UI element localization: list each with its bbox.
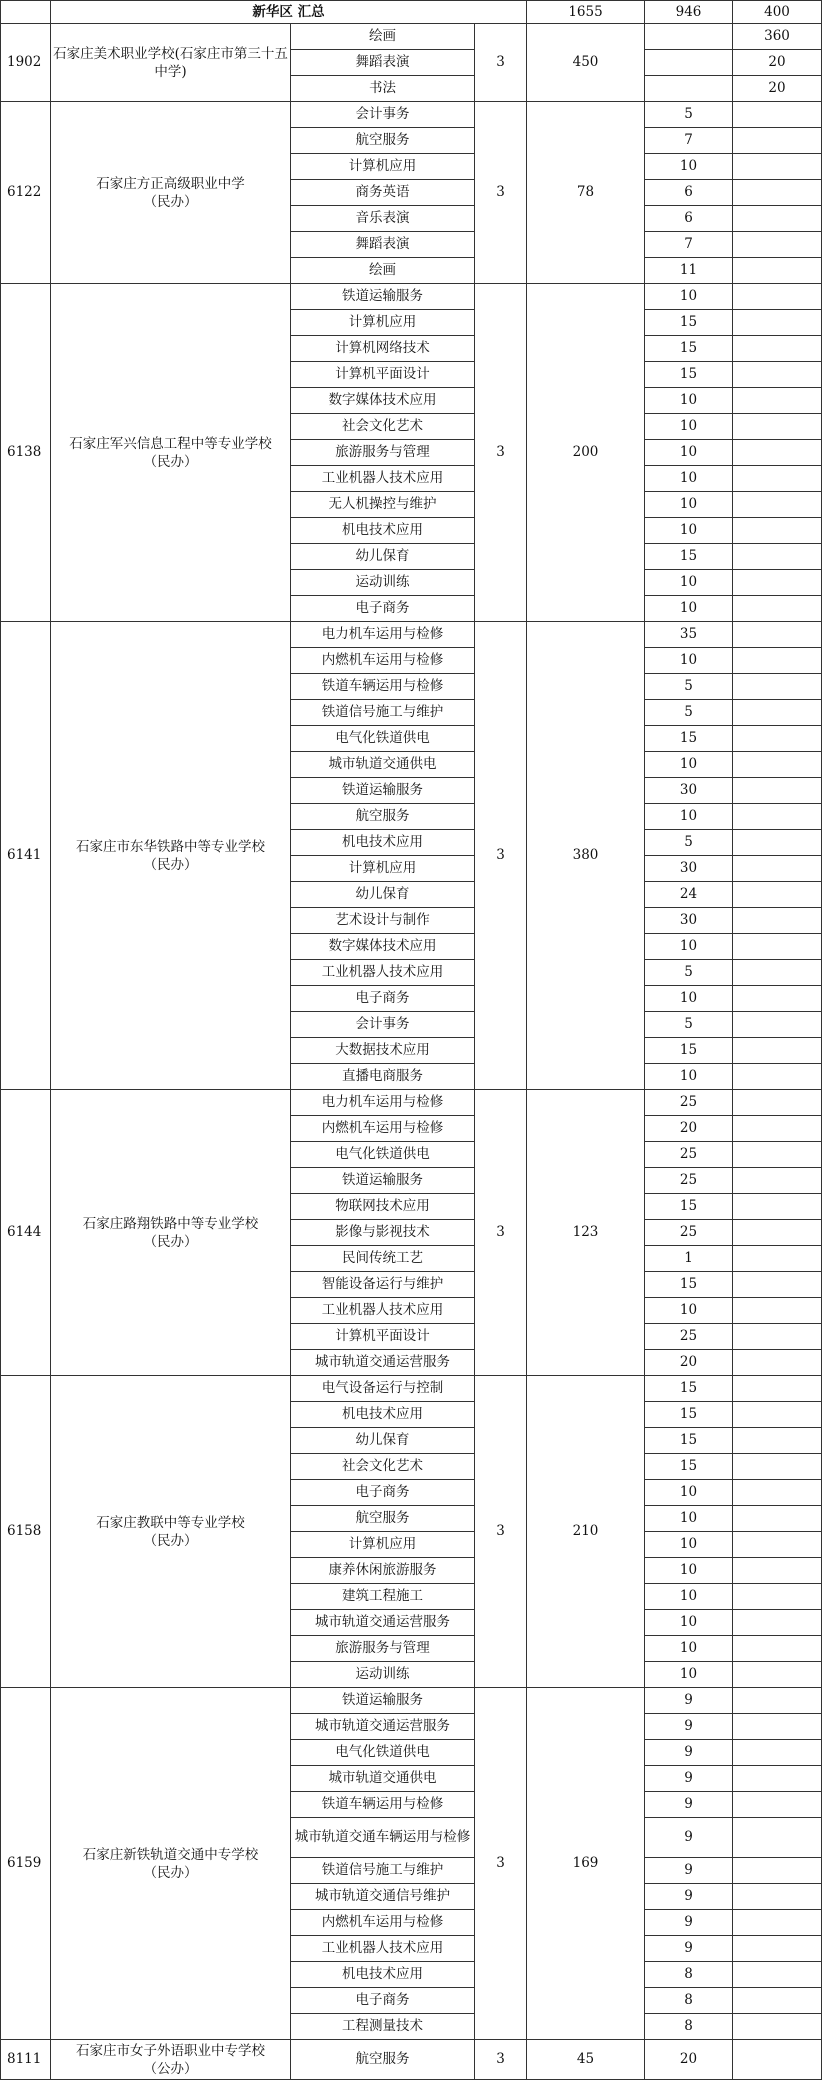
major-name: 音乐表演: [291, 206, 475, 232]
major-count-a: 9: [645, 1792, 733, 1818]
major-name: 电子商务: [291, 986, 475, 1012]
major-name: 城市轨道交通运营服务: [291, 1350, 475, 1376]
major-count-b: [733, 1428, 822, 1454]
school-years: 3: [475, 284, 527, 622]
major-count-b: [733, 622, 822, 648]
major-name: 机电技术应用: [291, 518, 475, 544]
major-name: 计算机平面设计: [291, 362, 475, 388]
school-code: 6158: [1, 1376, 51, 1688]
major-count-a: 15: [645, 336, 733, 362]
major-count-b: [733, 1910, 822, 1936]
school-total: 78: [527, 102, 645, 284]
major-count-b: [733, 1038, 822, 1064]
major-name: 内燃机车运用与检修: [291, 1910, 475, 1936]
major-count-b: [733, 700, 822, 726]
major-name: 航空服务: [291, 1506, 475, 1532]
district-col-a: 946: [645, 1, 733, 24]
major-count-a: 9: [645, 1910, 733, 1936]
major-count-a: 10: [645, 1480, 733, 1506]
major-name: 舞蹈表演: [291, 50, 475, 76]
table-row: [1, 1376, 822, 1402]
major-count-a: 10: [645, 492, 733, 518]
major-count-b: [733, 1064, 822, 1090]
major-name: 工业机器人技术应用: [291, 466, 475, 492]
major-name: 电子商务: [291, 596, 475, 622]
major-count-a: [645, 76, 733, 102]
school-years: 3: [475, 102, 527, 284]
major-name: 幼儿保育: [291, 1428, 475, 1454]
major-count-b: [733, 1740, 822, 1766]
major-name: 城市轨道交通车辆运用与检修: [291, 1818, 475, 1858]
table-row: [1, 102, 822, 128]
major-count-a: 9: [645, 1858, 733, 1884]
major-count-a: 10: [645, 934, 733, 960]
table-row: [1, 1090, 822, 1116]
major-name: 电力机车运用与检修: [291, 1090, 475, 1116]
major-count-a: 15: [645, 1402, 733, 1428]
major-count-a: 8: [645, 1988, 733, 2014]
major-count-b: [733, 544, 822, 570]
major-count-b: [733, 1884, 822, 1910]
major-count-b: [733, 1558, 822, 1584]
major-name: 工业机器人技术应用: [291, 1936, 475, 1962]
major-name: 机电技术应用: [291, 1402, 475, 1428]
school-years: 3: [475, 1376, 527, 1688]
major-count-a: 10: [645, 1662, 733, 1688]
major-count-b: [733, 1272, 822, 1298]
major-name: 数字媒体技术应用: [291, 934, 475, 960]
school-code: 6122: [1, 102, 51, 284]
major-name: 铁道信号施工与维护: [291, 1858, 475, 1884]
major-count-a: 15: [645, 1272, 733, 1298]
major-name: 影像与影视技术: [291, 1220, 475, 1246]
major-name: 铁道运输服务: [291, 284, 475, 310]
major-count-b: [733, 1350, 822, 1376]
major-count-a: 10: [645, 596, 733, 622]
major-count-a: 15: [645, 1038, 733, 1064]
major-count-b: [733, 1246, 822, 1272]
major-count-b: [733, 960, 822, 986]
major-name: 社会文化艺术: [291, 1454, 475, 1480]
major-name: 艺术设计与制作: [291, 908, 475, 934]
major-name: 计算机应用: [291, 310, 475, 336]
major-count-a: 5: [645, 830, 733, 856]
major-name: 城市轨道交通运营服务: [291, 1610, 475, 1636]
major-count-b: [733, 1376, 822, 1402]
major-count-a: 9: [645, 1818, 733, 1858]
major-name: 计算机平面设计: [291, 1324, 475, 1350]
major-name: 建筑工程施工: [291, 1584, 475, 1610]
major-count-b: [733, 466, 822, 492]
major-name: 电子商务: [291, 1480, 475, 1506]
major-name: 社会文化艺术: [291, 414, 475, 440]
major-count-b: [733, 726, 822, 752]
major-count-a: 30: [645, 856, 733, 882]
table-row: [1, 24, 822, 50]
major-count-b: [733, 258, 822, 284]
major-count-a: 10: [645, 1610, 733, 1636]
major-count-b: [733, 1584, 822, 1610]
major-count-a: 9: [645, 1936, 733, 1962]
school-code: 6141: [1, 622, 51, 1090]
major-count-a: 5: [645, 102, 733, 128]
major-name: 物联网技术应用: [291, 1194, 475, 1220]
major-count-b: [733, 284, 822, 310]
major-count-a: 5: [645, 674, 733, 700]
major-count-b: [733, 1220, 822, 1246]
major-name: 商务英语: [291, 180, 475, 206]
major-name: 航空服务: [291, 2040, 475, 2080]
major-name: 计算机应用: [291, 856, 475, 882]
major-name: 舞蹈表演: [291, 232, 475, 258]
major-name: 城市轨道交通供电: [291, 752, 475, 778]
school-name: 石家庄美术职业学校(石家庄市第三十五中学): [51, 24, 291, 102]
major-count-b: [733, 1714, 822, 1740]
major-count-a: 24: [645, 882, 733, 908]
major-count-b: [733, 882, 822, 908]
major-count-a: 15: [645, 726, 733, 752]
major-count-a: 10: [645, 1584, 733, 1610]
major-count-a: 15: [645, 1428, 733, 1454]
major-count-b: 360: [733, 24, 822, 50]
major-count-b: [733, 648, 822, 674]
major-count-b: [733, 128, 822, 154]
school-years: 3: [475, 1688, 527, 2040]
major-name: 城市轨道交通信号维护: [291, 1884, 475, 1910]
major-name: 无人机操控与维护: [291, 492, 475, 518]
major-count-a: 10: [645, 570, 733, 596]
major-count-b: [733, 674, 822, 700]
school-total: 210: [527, 1376, 645, 1688]
school-code: 1902: [1, 24, 51, 102]
major-name: 电气设备运行与控制: [291, 1376, 475, 1402]
major-name: 城市轨道交通供电: [291, 1766, 475, 1792]
major-name: 铁道车辆运用与检修: [291, 1792, 475, 1818]
major-count-b: [733, 310, 822, 336]
major-count-a: 15: [645, 362, 733, 388]
major-count-a: 10: [645, 466, 733, 492]
major-count-a: 9: [645, 1740, 733, 1766]
major-name: 康养休闲旅游服务: [291, 1558, 475, 1584]
school-total: 45: [527, 2040, 645, 2080]
major-count-b: [733, 336, 822, 362]
major-count-a: 25: [645, 1168, 733, 1194]
major-count-b: [733, 1480, 822, 1506]
table-body: [1, 1, 822, 2080]
school-years: 3: [475, 24, 527, 102]
major-count-a: 25: [645, 1324, 733, 1350]
major-count-b: [733, 1688, 822, 1714]
major-count-b: [733, 1402, 822, 1428]
major-name: 会计事务: [291, 1012, 475, 1038]
major-count-b: [733, 1818, 822, 1858]
major-count-b: [733, 492, 822, 518]
school-years: 3: [475, 622, 527, 1090]
major-count-b: 20: [733, 76, 822, 102]
major-count-a: 10: [645, 1298, 733, 1324]
major-name: 会计事务: [291, 102, 475, 128]
school-name: 石家庄新铁轨道交通中专学校 （民办）: [51, 1688, 291, 2040]
major-count-a: 15: [645, 310, 733, 336]
major-name: 航空服务: [291, 128, 475, 154]
major-count-a: 10: [645, 804, 733, 830]
major-count-b: [733, 180, 822, 206]
major-count-a: 8: [645, 1962, 733, 1988]
school-total: 169: [527, 1688, 645, 2040]
major-count-a: 8: [645, 2014, 733, 2040]
major-count-a: [645, 24, 733, 50]
school-code: 6144: [1, 1090, 51, 1376]
school-name: 石家庄方正高级职业中学 （民办）: [51, 102, 291, 284]
major-name: 铁道运输服务: [291, 1688, 475, 1714]
major-name: 运动训练: [291, 570, 475, 596]
major-count-b: [733, 778, 822, 804]
major-count-b: [733, 1988, 822, 2014]
major-name: 直播电商服务: [291, 1064, 475, 1090]
major-name: 工业机器人技术应用: [291, 1298, 475, 1324]
major-name: 电子商务: [291, 1988, 475, 2014]
major-count-a: 10: [645, 518, 733, 544]
major-count-b: [733, 206, 822, 232]
major-count-a: 10: [645, 414, 733, 440]
major-name: 民间传统工艺: [291, 1246, 475, 1272]
major-count-a: 9: [645, 1884, 733, 1910]
school-name: 石家庄军兴信息工程中等专业学校 （民办）: [51, 284, 291, 622]
major-count-b: [733, 154, 822, 180]
major-count-b: [733, 1532, 822, 1558]
major-count-a: 10: [645, 986, 733, 1012]
major-count-a: 5: [645, 700, 733, 726]
table-row: [1, 622, 822, 648]
table-row: [1, 284, 822, 310]
major-count-a: 11: [645, 258, 733, 284]
major-count-b: 20: [733, 50, 822, 76]
major-count-b: [733, 440, 822, 466]
major-count-b: [733, 388, 822, 414]
school-name: 石家庄市东华铁路中等专业学校 （民办）: [51, 622, 291, 1090]
major-count-a: 25: [645, 1142, 733, 1168]
school-name: 石家庄教联中等专业学校 （民办）: [51, 1376, 291, 1688]
major-count-a: 20: [645, 2040, 733, 2080]
district-col-b: 400: [733, 1, 822, 24]
major-name: 绘画: [291, 258, 475, 284]
major-count-a: 10: [645, 1532, 733, 1558]
major-count-a: 10: [645, 1506, 733, 1532]
major-count-a: 15: [645, 1454, 733, 1480]
school-total: 380: [527, 622, 645, 1090]
major-count-b: [733, 1142, 822, 1168]
major-name: 计算机应用: [291, 1532, 475, 1558]
major-count-b: [733, 752, 822, 778]
major-count-a: 6: [645, 206, 733, 232]
major-count-a: 10: [645, 752, 733, 778]
major-count-a: 10: [645, 648, 733, 674]
school-years: 3: [475, 2040, 527, 2080]
major-count-a: 1: [645, 1246, 733, 1272]
major-count-a: 20: [645, 1350, 733, 1376]
major-count-b: [733, 1936, 822, 1962]
major-count-a: 7: [645, 232, 733, 258]
major-name: 工程测量技术: [291, 2014, 475, 2040]
major-name: 大数据技术应用: [291, 1038, 475, 1064]
major-count-a: 10: [645, 154, 733, 180]
major-name: 幼儿保育: [291, 882, 475, 908]
table-row: [1, 1688, 822, 1714]
major-name: 航空服务: [291, 804, 475, 830]
school-years: 3: [475, 1090, 527, 1376]
major-count-b: [733, 1168, 822, 1194]
major-count-a: 9: [645, 1714, 733, 1740]
major-name: 电气化铁道供电: [291, 1142, 475, 1168]
major-count-b: [733, 362, 822, 388]
major-count-a: 10: [645, 1636, 733, 1662]
major-count-b: [733, 1194, 822, 1220]
major-count-b: [733, 1116, 822, 1142]
major-name: 铁道车辆运用与检修: [291, 674, 475, 700]
major-count-b: [733, 1766, 822, 1792]
major-count-b: [733, 232, 822, 258]
major-count-b: [733, 1324, 822, 1350]
table-row: [1, 2040, 822, 2080]
major-count-a: 10: [645, 1558, 733, 1584]
major-count-b: [733, 1662, 822, 1688]
major-count-b: [733, 908, 822, 934]
major-count-a: 10: [645, 284, 733, 310]
major-count-b: [733, 1454, 822, 1480]
major-name: 电气化铁道供电: [291, 1740, 475, 1766]
major-name: 智能设备运行与维护: [291, 1272, 475, 1298]
major-count-a: 15: [645, 1194, 733, 1220]
major-count-a: 25: [645, 1090, 733, 1116]
major-name: 书法: [291, 76, 475, 102]
major-count-b: [733, 1610, 822, 1636]
major-count-b: [733, 596, 822, 622]
major-count-a: 20: [645, 1116, 733, 1142]
major-name: 机电技术应用: [291, 830, 475, 856]
major-count-a: 10: [645, 388, 733, 414]
major-count-a: 10: [645, 1064, 733, 1090]
major-count-a: 7: [645, 128, 733, 154]
major-count-b: [733, 1298, 822, 1324]
major-name: 计算机应用: [291, 154, 475, 180]
major-count-a: 30: [645, 908, 733, 934]
major-count-b: [733, 2040, 822, 2080]
major-name: 计算机网络技术: [291, 336, 475, 362]
major-name: 数字媒体技术应用: [291, 388, 475, 414]
major-name: 工业机器人技术应用: [291, 960, 475, 986]
major-count-b: [733, 570, 822, 596]
major-count-b: [733, 518, 822, 544]
school-name: 石家庄路翔铁路中等专业学校 （民办）: [51, 1090, 291, 1376]
major-count-b: [733, 1962, 822, 1988]
major-name: 旅游服务与管理: [291, 440, 475, 466]
district-summary-row: [1, 1, 822, 24]
major-count-b: [733, 1636, 822, 1662]
major-count-b: [733, 856, 822, 882]
major-name: 绘画: [291, 24, 475, 50]
major-count-a: 30: [645, 778, 733, 804]
major-name: 铁道运输服务: [291, 1168, 475, 1194]
school-code: 6138: [1, 284, 51, 622]
major-count-b: [733, 1506, 822, 1532]
school-name: 石家庄市女子外语职业中专学校 （公办）: [51, 2040, 291, 2080]
major-count-b: [733, 2014, 822, 2040]
summary-code-cell: [1, 1, 51, 24]
school-total: 450: [527, 24, 645, 102]
district-total-plan: 1655: [527, 1, 645, 24]
major-count-a: [645, 50, 733, 76]
major-count-a: 5: [645, 1012, 733, 1038]
major-count-a: 15: [645, 544, 733, 570]
major-count-a: 10: [645, 440, 733, 466]
major-name: 铁道运输服务: [291, 778, 475, 804]
major-name: 机电技术应用: [291, 1962, 475, 1988]
major-count-b: [733, 804, 822, 830]
major-count-a: 9: [645, 1766, 733, 1792]
major-count-b: [733, 414, 822, 440]
major-count-b: [733, 934, 822, 960]
major-count-a: 6: [645, 180, 733, 206]
major-name: 内燃机车运用与检修: [291, 648, 475, 674]
major-name: 幼儿保育: [291, 544, 475, 570]
district-title: 新华区 汇总: [51, 1, 527, 24]
major-name: 铁道信号施工与维护: [291, 700, 475, 726]
major-name: 城市轨道交通运营服务: [291, 1714, 475, 1740]
major-name: 电气化铁道供电: [291, 726, 475, 752]
school-total: 200: [527, 284, 645, 622]
major-count-b: [733, 1012, 822, 1038]
major-count-b: [733, 830, 822, 856]
major-name: 内燃机车运用与检修: [291, 1116, 475, 1142]
major-count-a: 15: [645, 1376, 733, 1402]
school-total: 123: [527, 1090, 645, 1376]
major-name: 电力机车运用与检修: [291, 622, 475, 648]
major-count-b: [733, 1090, 822, 1116]
major-name: 旅游服务与管理: [291, 1636, 475, 1662]
major-count-b: [733, 102, 822, 128]
major-count-b: [733, 1792, 822, 1818]
major-count-a: 9: [645, 1688, 733, 1714]
major-count-b: [733, 986, 822, 1012]
major-count-a: 25: [645, 1220, 733, 1246]
major-count-b: [733, 1858, 822, 1884]
major-count-a: 35: [645, 622, 733, 648]
major-name: 运动训练: [291, 1662, 475, 1688]
school-code: 8111: [1, 2040, 51, 2080]
school-code: 6159: [1, 1688, 51, 2040]
major-count-a: 5: [645, 960, 733, 986]
